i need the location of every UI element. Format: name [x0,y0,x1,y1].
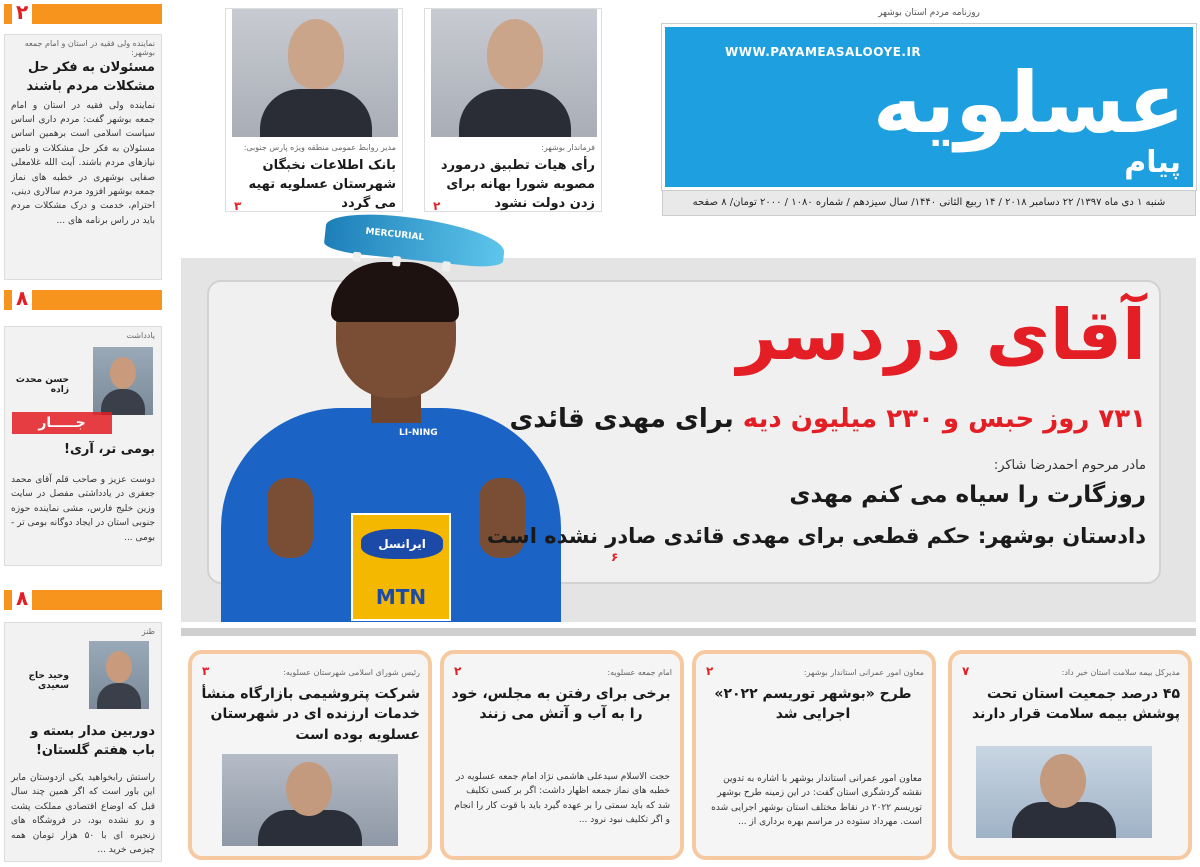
sidebar-article-friday-prayer[interactable] [4,34,162,280]
card-photo [222,754,398,846]
hero-headline[interactable]: آقای دردسر [736,294,1146,376]
card-body: معاون امور عمرانی استاندار بوشهر با اشاره به تدوین نقشه گردشگری استان گفت: در این زمینه طرح بوشهر توریسم ۲۰۲۲ در نقاط مختلف استان بوشهر اجرایی شده است. مهرداد ستوده در مراسم بهره برداری از ... [711,774,922,828]
masthead-logo-box[interactable] [662,24,1196,190]
sidebar-page-bar [4,0,162,24]
hero-quote: روزگارت را سیاه می کنم مهدی [789,482,1146,508]
hero-section[interactable] [181,226,1196,622]
page-ref: ۲ [433,199,441,213]
column-label: یادداشت [126,331,155,340]
masthead-supertitle: روزنامه مردم استان بوشهر [878,8,980,18]
article-body: نماینده ولی فقیه در استان و امام جمعه بوشهر گفت: مردم داری اساس سیاست اسلامی است برهمین اساس مسئولان به فکر حل مشکلات و تامین نیازهای مردم باشند. آیت الله غلامعلی صفایی بوشهری در خطبه های نماز جمعه بوشهر افزود مردم سالاری دینی، احترام، خدمت و درک مشکلات مردم باید در راس برنامه های ... [11,100,155,226]
boot-icon [323,209,506,270]
page-ref: ۲ [454,664,462,678]
card-kicker: مدیرکل بیمه سلامت استان خبر داد: [1061,668,1180,677]
hero-kicker: مادر مرحوم احمدرضا شاکر: [993,458,1146,473]
page-ref: ۸ [12,286,32,310]
page-ref: ۶ [611,550,619,564]
page-ref: ۷ [962,664,970,678]
masthead-logo-prefix: پیام [1124,145,1181,180]
sidebar-column-satire[interactable] [4,622,162,862]
card-headline[interactable]: برخی برای رفتن به مجلس، خود را به آب و آتش می زنند [451,686,671,723]
author-photo [89,641,149,709]
page-ref: ۲ [706,664,714,678]
kit-brand: LI-NING [399,428,438,438]
article-headline[interactable]: بومی تر، آری! [64,442,155,457]
article-body: راستش رابخواهید یکی ازدوستان مابر این باور است که اگر همین چند سال قبل که اوضاع اقتصادی مملکت پشت و رو نشده بود، در فروشگاه های زنجیره ای با ۵۰ هزار تومان همه چیزمی خرید ... [11,773,156,855]
card-health-insurance[interactable] [948,650,1192,860]
card-body: حجت الاسلام سیدعلی هاشمی نژاد امام جمعه عسلویه در خطبه های نماز جمعه اظهار داشت: اگر بر کسی تکلیف شد که باید سمتی را بر عهده گیرد باید با قوت کار را انجام و اگر تکلیف نبود نرود ... [454,772,670,826]
boot-brand: MERCURIAL [364,226,425,243]
teaser-role: مدیر روابط عمومی منطقه ویژه پارس جنوبی: [243,143,396,152]
author-name: وحید حاج سعیدی [28,671,69,691]
author-name: حسن محدث زاده [15,375,69,395]
teaser-headline[interactable]: بانک اطلاعات نخبگان شهرستان عسلویه تهیه می گردد [248,158,396,211]
sidebar-column-note[interactable] [4,326,162,566]
page-ref: ۲ [12,0,32,24]
card-kicker: معاون امور عمرانی استاندار بوشهر: [803,668,924,677]
column-label: طنز [141,627,155,636]
article-kicker: نماینده ولی فقیه در استان و امام جمعه بوشهر: [24,39,155,57]
teaser-photo [232,9,398,137]
card-friday-imam[interactable] [440,650,684,860]
teaser-headline[interactable]: رأی هیات تطبیق درمورد مصوبه شورا بهانه برای زدن دولت نشود [440,158,595,211]
page-ref: ۳ [202,664,210,678]
player-photo [181,226,621,622]
column-stamp: جـــــار [12,412,112,434]
card-kicker: امام جمعه عسلویه: [607,668,672,677]
teaser-photo [431,9,597,137]
article-headline[interactable]: دوربین مدار بسته و باب هفتم گلستان! [30,724,155,758]
masthead-logo: عسلویه [872,54,1185,152]
card-kicker: رئیس شورای اسلامی شهرستان عسلویه: [283,668,420,677]
masthead-dateline: شنبه ۱ دی ماه ۱۳۹۷/ ۲۲ دسامبر ۲۰۱۸ / ۱۴ ربیع الثانی ۱۴۴۰/ سال سیزدهم / شماره ۱۰۸۰ / ۲۰۰۰ تومان/ ۸ صفحه [662,190,1196,216]
card-tourism-2022[interactable] [692,650,936,860]
hero-subhead-red: ۷۳۱ روز حبس و ۲۳۰ میلیون دیه [742,404,1146,434]
shirt-sponsor [351,513,451,621]
card-headline[interactable]: طرح «بوشهر توریسم ۲۰۲۲» اجرایی شد [714,686,912,723]
divider [181,628,1196,636]
sponsor-mtn: MTN [375,585,427,609]
card-headline[interactable]: شرکت پتروشیمی بازارگاه منشأ خدمات ارزنده ای در شهرستان عسلویه بوده است [201,686,420,743]
author-photo [93,347,153,415]
thumb-up-left [267,478,313,558]
card-petrochemical[interactable] [188,650,432,860]
teaser-governor[interactable] [424,8,602,212]
masthead [662,6,1196,216]
card-headline[interactable]: ۴۵ درصد جمعیت استان تحت پوشش بیمه سلامت قرار دارند [972,686,1180,723]
sponsor-logo: ایرانسل [361,529,443,559]
article-body: دوست عزیز و صاحب قلم آقای محمد جعفری در یادداشتی مفصل در سایت وزین خلیج فارس، مشی نماینده حوزه جنوبی استان در ایجاد دوگانه بومی تر - بومی ... [11,475,155,543]
sidebar-page-bar [4,286,162,310]
hero-subhead [509,404,1146,434]
masthead-url[interactable]: WWW.PAYAMEASALOOYE.IR [725,45,922,59]
hero-secondary: دادستان بوشهر: حکم قطعی برای مهدی قائدی صادر نشده است [486,524,1146,548]
teaser-role: فرماندار بوشهر: [541,143,595,152]
sidebar-page-bar [4,586,162,610]
teaser-elite-bank[interactable] [225,8,403,212]
page-ref: ۳ [234,199,242,213]
article-headline[interactable]: مسئولان به فکر حل مشکلات مردم باشند [26,60,155,94]
hero-subhead-black: برای مهدی قائدی [509,404,734,434]
card-photo [976,746,1152,838]
page-ref: ۸ [12,586,32,610]
